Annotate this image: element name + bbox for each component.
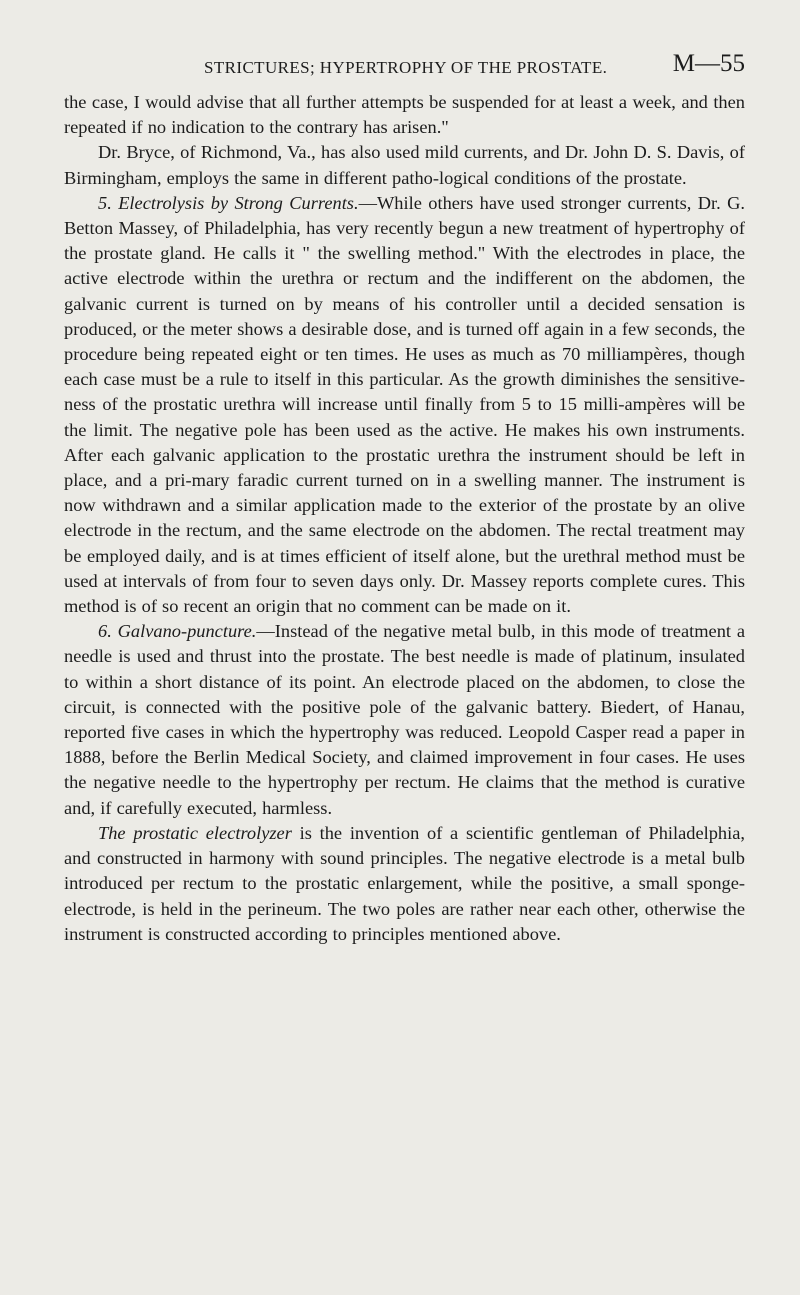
paragraph-galvano-puncture: [64, 619, 745, 821]
page-header: [64, 46, 745, 80]
paragraph-text: —While others have used stronger currents, Dr. G. Betton Massey, of Philadelphia, has very recently begun a new treatment of hypertrophy of the prostate gland. He calls it " the swelling method." With the electrodes in place, the active electrode within the urethra or rectum and the indifferent on the abdomen, the galvanic current is turned on by means of his controller until a decided sensation is produced, or the meter shows a desirable dose, and is turned off again in a few seconds, the procedure being repeated eight or ten times. He uses as much as 70 milliampères, though each case must be a rule to itself in this particular. As the growth diminishes the sensitive-ness of the prostatic urethra will increase until finally from 5 to 15 milli-ampères will be the limit. The negative pole has been used as the active. He makes his own instruments. After each galvanic application to the prostatic urethra the instrument should be left in place, and a pri-mary faradic current turned on in a swelling manner. The instrument is now withdrawn and a similar application made to the exterior of the prostate by an olive electrode in the rectum, and the same electrode on the abdomen. The rectal treatment may be employed daily, and is at times efficient of itself alone, but the urethral method must be used at intervals of from four to seven days only. Dr. Massey reports complete cures. This method is of so recent an origin that no comment can be made on it.: [64, 192, 745, 617]
paragraph-continued: [64, 90, 745, 140]
paragraph-prostatic-electrolyzer: [64, 821, 745, 947]
body-text: [64, 90, 745, 947]
section-heading: 6. Galvano-puncture.: [98, 621, 257, 642]
paragraph-text: the case, I would advise that all further attempts be suspended for at least a week, and then repeated if no indication to the contrary has arisen.": [64, 92, 745, 138]
paragraph-text: —Instead of the negative metal bulb, in this mode of treatment a needle is used and thrust into the prostate. The best needle is made of platinum, insulated to within a short distance of its point. An electrode placed on the abdomen, to close the circuit, is connected with the positive pole of the galvanic battery. Biedert, of Hanau, reported five cases in which the hypertrophy was reduced. Leopold Casper read a paper in 1888, before the Berlin Medical Society, and claimed improvement in four cases. He uses the negative needle to the hypertrophy per rectum. He claims that the method is curative and, if carefully executed, harmless.: [64, 621, 746, 818]
section-heading: The prostatic electrolyzer: [98, 822, 292, 843]
page-number: M—55: [672, 50, 745, 77]
paragraph-bryce-davis: [64, 140, 745, 190]
section-heading: 5. Electrolysis by Strong Currents.: [98, 192, 359, 213]
paragraph-electrolysis-strong-currents: [64, 191, 745, 619]
paragraph-text: Dr. Bryce, of Richmond, Va., has also used mild currents, and Dr. John D. S. Davis, of Birmingham, employs the same in different patho-logical conditions of the prostate.: [64, 142, 745, 188]
running-head: STRICTURES; HYPERTROPHY OF THE PROSTATE.: [204, 58, 608, 77]
paragraph-text: is the invention of a scientific gentleman of Philadelphia, and constructed in harmony with sound principles. The negative electrode is a metal bulb introduced per rectum to the prostatic enlargement, while the positive, a small sponge-electrode, is held in the perineum. The two poles are rather near each other, otherwise the instrument is constructed according to principles mentioned above.: [64, 822, 745, 944]
